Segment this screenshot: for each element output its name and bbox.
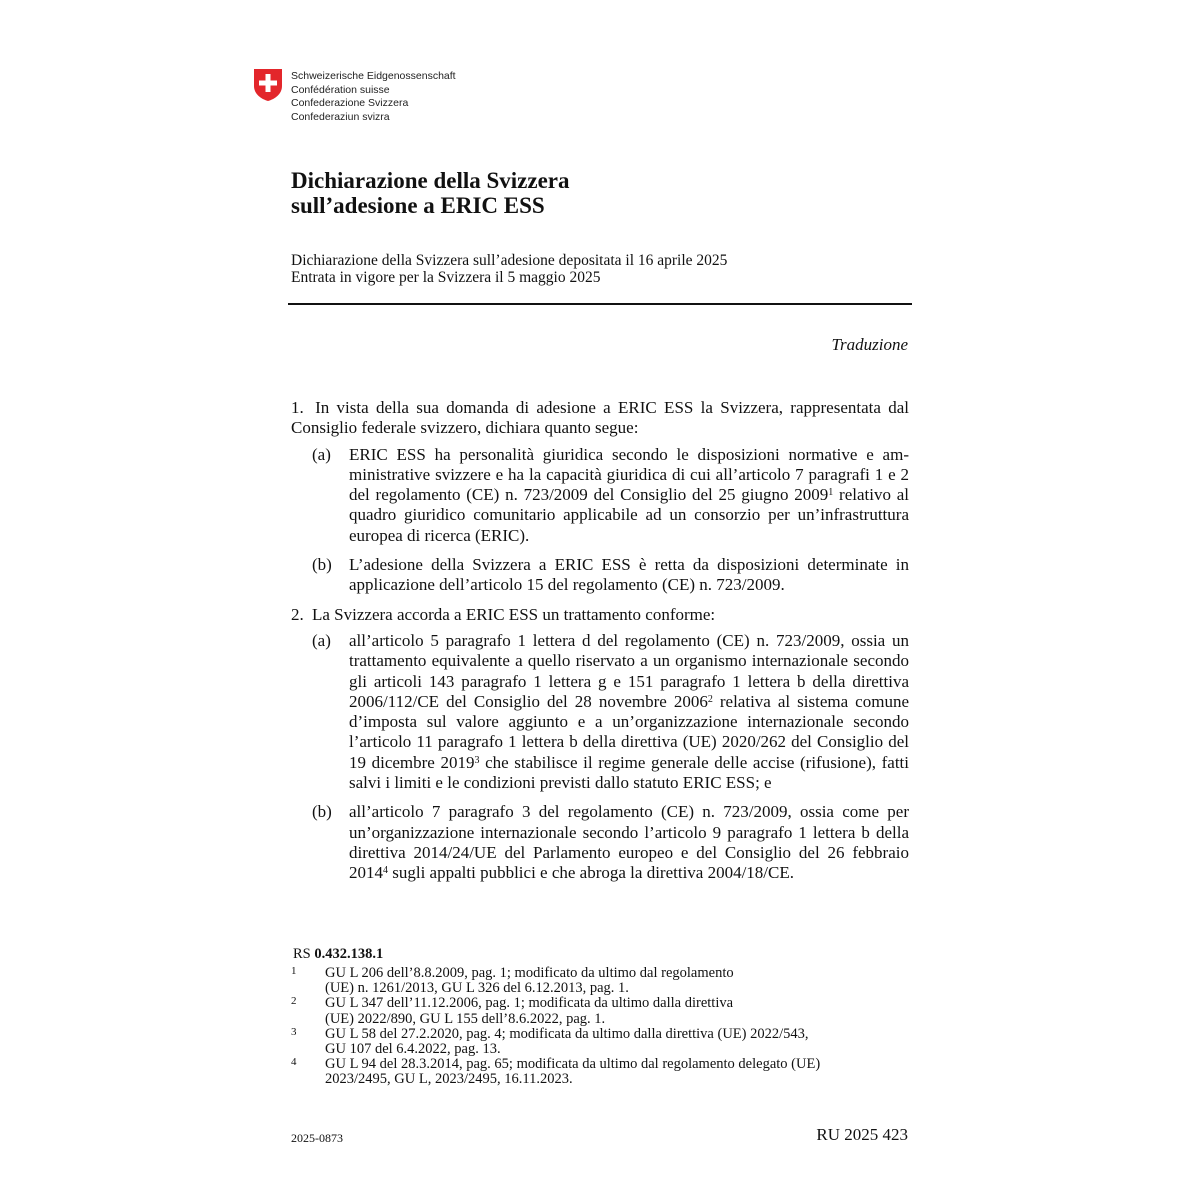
confederation-line-rm: Confederaziun svizra xyxy=(291,110,390,123)
paragraph-text: La Svizzera accorda a ERIC ESS un trattamento conforme: xyxy=(312,604,716,624)
footnote-line: GU 107 del 6.4.2022, pag. 13. xyxy=(325,1041,501,1058)
title-line-1: Dichiarazione della Svizzera xyxy=(291,168,570,193)
footnote-number: 2 xyxy=(291,995,297,1008)
confederation-line-fr: Confédération suisse xyxy=(291,83,390,96)
paragraph-number: 1. xyxy=(291,398,304,417)
meta-deposit-line: Dichiarazione della Svizzera sull’adesione depositata il 16 aprile 2025 xyxy=(291,252,728,269)
footnotes xyxy=(291,966,911,1088)
footnote-line: GU L 206 dell’8.8.2009, pag. 1; modificato da ultimo dal regolamento xyxy=(325,965,734,981)
rs-prefix: RS xyxy=(293,946,311,962)
document-body xyxy=(291,398,909,884)
document-number: 2025-0873 xyxy=(291,1131,343,1145)
item-text: all’articolo 5 paragrafo 1 lettera d del regolamento (CE) n. 723/2009, ossia un trattamento equivalente a quello riservato a un organismo internazionale secondo gli articoli 143 paragrafo 1 lettera g e 151 paragrafo 1 lettera b della direttiva 2006/112/CE del Consiglio del 28 novembre 2006 xyxy=(349,630,909,711)
item-text-cont: relativa al sistema comune d’imposta sul valore aggiunto e a un’organizzazione internazionale secondo l’articolo 11 paragrafo 1 lettera b della direttiva (UE) 2020/262 del Consiglio del 19 dicembre 2019 xyxy=(349,691,909,772)
translation-label: Traduzione xyxy=(831,335,908,354)
paragraph-1-item-b xyxy=(291,555,909,596)
footnote-line: 2023/2495, GU L, 2023/2495, 16.11.2023. xyxy=(325,1071,573,1088)
footnote-4 xyxy=(291,1057,911,1087)
footnote-number: 4 xyxy=(291,1056,297,1069)
item-text-cont: sugli appalti pubblici e che abroga la direttiva 2004/18/CE. xyxy=(388,863,795,883)
footnote-ref-3[interactable]: 3 xyxy=(474,754,480,766)
official-compilation-reference: RU 2025 423 xyxy=(816,1125,908,1144)
meta-entry-into-force-line: Entrata in vigore per la Svizzera il 5 maggio 2025 xyxy=(291,269,601,286)
footnote-ref-2[interactable]: 2 xyxy=(707,693,713,705)
item-label: (b) xyxy=(312,555,332,575)
footnote-number: 1 xyxy=(291,965,297,977)
title-line-2: sull’adesione a ERIC ESS xyxy=(291,193,545,218)
rs-value: 0.432.138.1 xyxy=(314,946,384,962)
footnote-line: GU L 347 dell’11.12.2006, pag. 1; modificata da ultimo dalla direttiva xyxy=(325,995,734,1012)
footnote-line: (UE) n. 1261/2013, GU L 326 del 6.12.2013, pag. 1. xyxy=(325,980,629,997)
paragraph-1-item-a xyxy=(291,445,909,546)
confederation-names xyxy=(291,70,456,124)
footnote-3 xyxy=(291,1027,911,1057)
item-text-cont-2: che stabilisce il regime generale delle accise (rifusione), fatti salvi i limiti e le condizioni previsti dallo statuto ERIC ESS; e xyxy=(349,752,910,793)
footnote-1 xyxy=(291,966,911,996)
footnote-line: GU L 58 del 27.2.2020, pag. 4; modificata da ultimo dalla direttiva (UE) 2022/543, xyxy=(325,1025,809,1042)
swiss-coat-of-arms-icon xyxy=(253,68,283,102)
confederation-line-it: Confederazione Svizzera xyxy=(291,97,409,109)
footnote-line: (UE) 2022/890, GU L 155 dell’8.6.2022, pag. 1. xyxy=(325,1010,606,1027)
item-label: (b) xyxy=(312,802,332,822)
footnote-line: GU L 94 del 28.3.2014, pag. 65; modificata da ultimo dal regolamento delegato (UE) xyxy=(325,1056,821,1073)
footnote-ref-4[interactable]: 4 xyxy=(383,865,388,877)
header-divider xyxy=(288,303,912,305)
footnote-ref-1[interactable]: 1 xyxy=(828,487,834,499)
document-meta xyxy=(291,252,727,286)
item-text: ERIC ESS ha personalità giuridica secondo le disposizioni normative e amministrative svizzere e ha la capacità giuridica di cui all’articolo 7 paragrafi 1 e 2 del regolamento (CE) n. 723/2009 del Consiglio del 25 giugno 2009 xyxy=(349,444,909,505)
item-text-cont: relativo al quadro giuridico comunitario applicabile ad un consorzio per un’infrastruttura europea di ricerca (ERIC). xyxy=(349,485,909,545)
item-label: (a) xyxy=(312,444,331,464)
footnote-2 xyxy=(291,996,911,1026)
paragraph-1 xyxy=(291,398,909,439)
paragraph-number: 2. xyxy=(291,604,304,624)
item-text: all’articolo 7 paragrafo 3 del regolamento (CE) n. 723/2009, ossia come per un’organizzazione internazionale secondo l’articolo 9 paragrafo 1 lettera b della direttiva 2014/24/UE del Parlamento europeo e del Consiglio del 26 febbraio 2014 xyxy=(349,802,909,883)
paragraph-2-item-a xyxy=(291,631,909,793)
footnote-number: 3 xyxy=(291,1025,297,1038)
item-label: (a) xyxy=(312,630,331,650)
document-title xyxy=(291,168,570,218)
paragraph-2-item-b xyxy=(291,802,909,883)
paragraph-2 xyxy=(291,605,909,625)
confederation-line-de: Schweizerische Eidgenossenschaft xyxy=(291,70,456,82)
rs-number xyxy=(293,946,383,963)
paragraph-text: In vista della sua domanda di adesione a ERIC ESS la Svizzera, rappresentata dal Consiglio federale svizzero, dichiara quanto segue: xyxy=(291,398,909,438)
item-text: L’adesione della Svizzera a ERIC ESS è retta da disposizioni determinate in applicazione dell’articolo 15 del regolamento (CE) n. 723/2009. xyxy=(349,555,909,595)
